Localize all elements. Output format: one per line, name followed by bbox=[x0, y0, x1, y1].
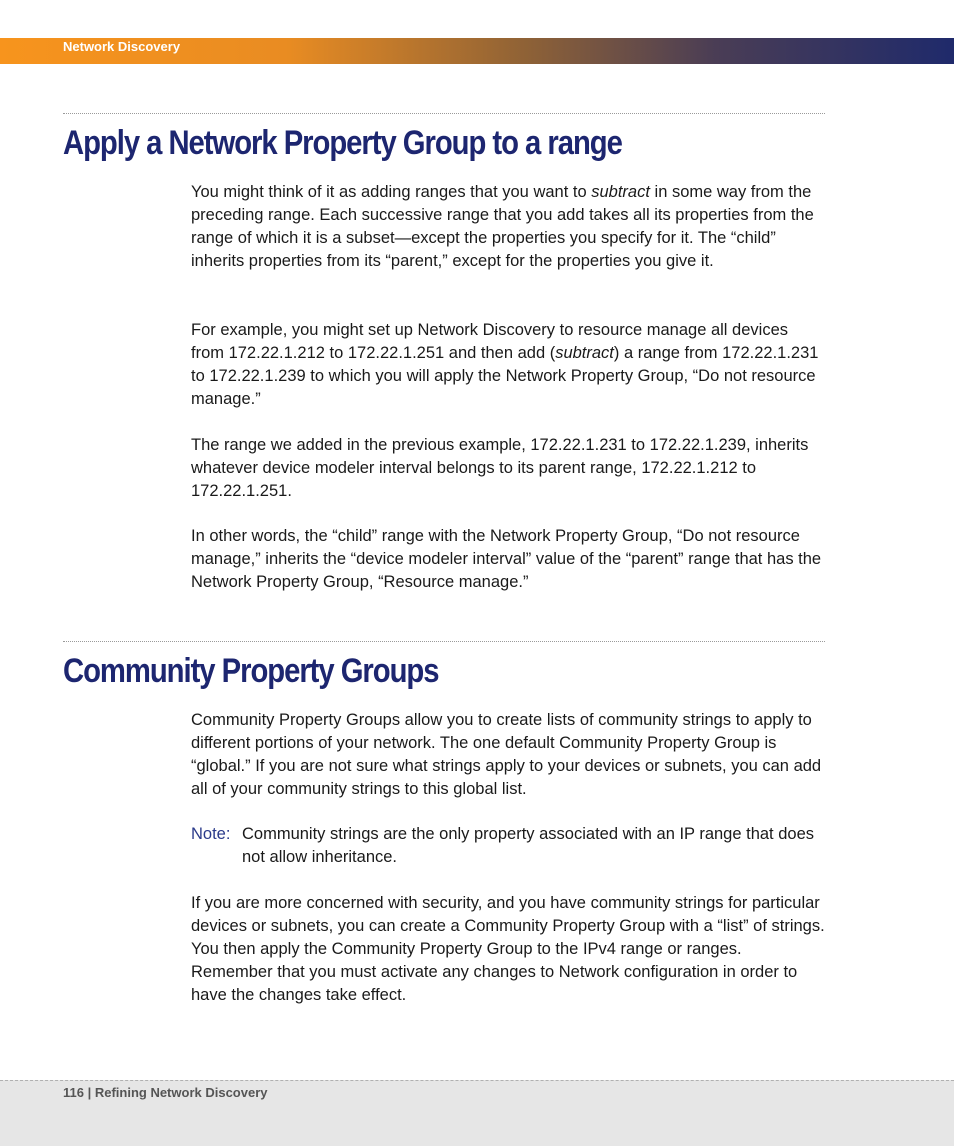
paragraph-text: You might think of it as adding ranges that you want to bbox=[191, 183, 592, 201]
section2-body bbox=[191, 709, 825, 801]
emphasis-text: subtract bbox=[555, 344, 614, 362]
section-divider bbox=[63, 641, 825, 642]
paragraph-text: ) a range from 172.22.1.231 to 172.22.1.239 to which you will apply the Network Property Group, “Do not resource manage.” bbox=[191, 344, 819, 408]
running-header-title: Network Discovery bbox=[63, 39, 181, 54]
section-divider bbox=[63, 113, 825, 114]
paragraph bbox=[191, 319, 825, 411]
running-header-band bbox=[0, 38, 954, 64]
paragraph: The range we added in the previous example, 172.22.1.231 to 172.22.1.239, inherits whatever device modeler interval belongs to its parent range, 172.22.1.212 to 172.22.1.251. bbox=[191, 436, 809, 500]
paragraph: Community Property Groups allow you to create lists of community strings to apply to different portions of your network. The one default Community Property Group is “global.” If you are not sure what strings apply to your devices or subnets, you can add all of your community strings to this global list. bbox=[191, 711, 822, 798]
paragraph-text: For example, you might set up Network Discovery to resource manage all devices from 172.22.1.212 to 172.22.1.251 and then add ( bbox=[191, 321, 789, 362]
section1-body bbox=[191, 319, 825, 411]
section1-body bbox=[191, 525, 825, 594]
page-footer bbox=[0, 1080, 954, 1146]
note-label: Note: bbox=[191, 825, 231, 843]
section-heading-apply-network-property-group: Apply a Network Property Group to a range bbox=[63, 124, 622, 162]
paragraph: If you are more concerned with security, and you have community strings for particular devices or subnets, you can create a Community Property Group with a “list” of strings. You then apply the Community Property Group to the IPv4 range or ranges. Remember that you must activate any changes to Network configuration in order to have the changes take effect. bbox=[191, 894, 825, 1004]
section1-body bbox=[191, 181, 825, 273]
section1-body bbox=[191, 434, 825, 503]
emphasis-text: subtract bbox=[591, 183, 650, 201]
paragraph-text: in some way from the preceding range. Each successive range that you add takes all its properties from the range of which it is a subset—except the properties you specify for it. The “child” inherits properties from its “parent,” except for the properties you give it. bbox=[191, 183, 814, 270]
section-heading-community-property-groups: Community Property Groups bbox=[63, 652, 439, 690]
note-text: Community strings are the only property associated with an IP range that does not allow inheritance. bbox=[242, 825, 814, 866]
paragraph: In other words, the “child” range with the Network Property Group, “Do not resource manage,” inherits the “device modeler interval” value of the “parent” range that has the Network Property Group, “Resource manage.” bbox=[191, 527, 822, 591]
section2-body bbox=[191, 892, 825, 1007]
paragraph bbox=[191, 181, 825, 273]
footer-page-label: 116 | Refining Network Discovery bbox=[63, 1085, 268, 1100]
